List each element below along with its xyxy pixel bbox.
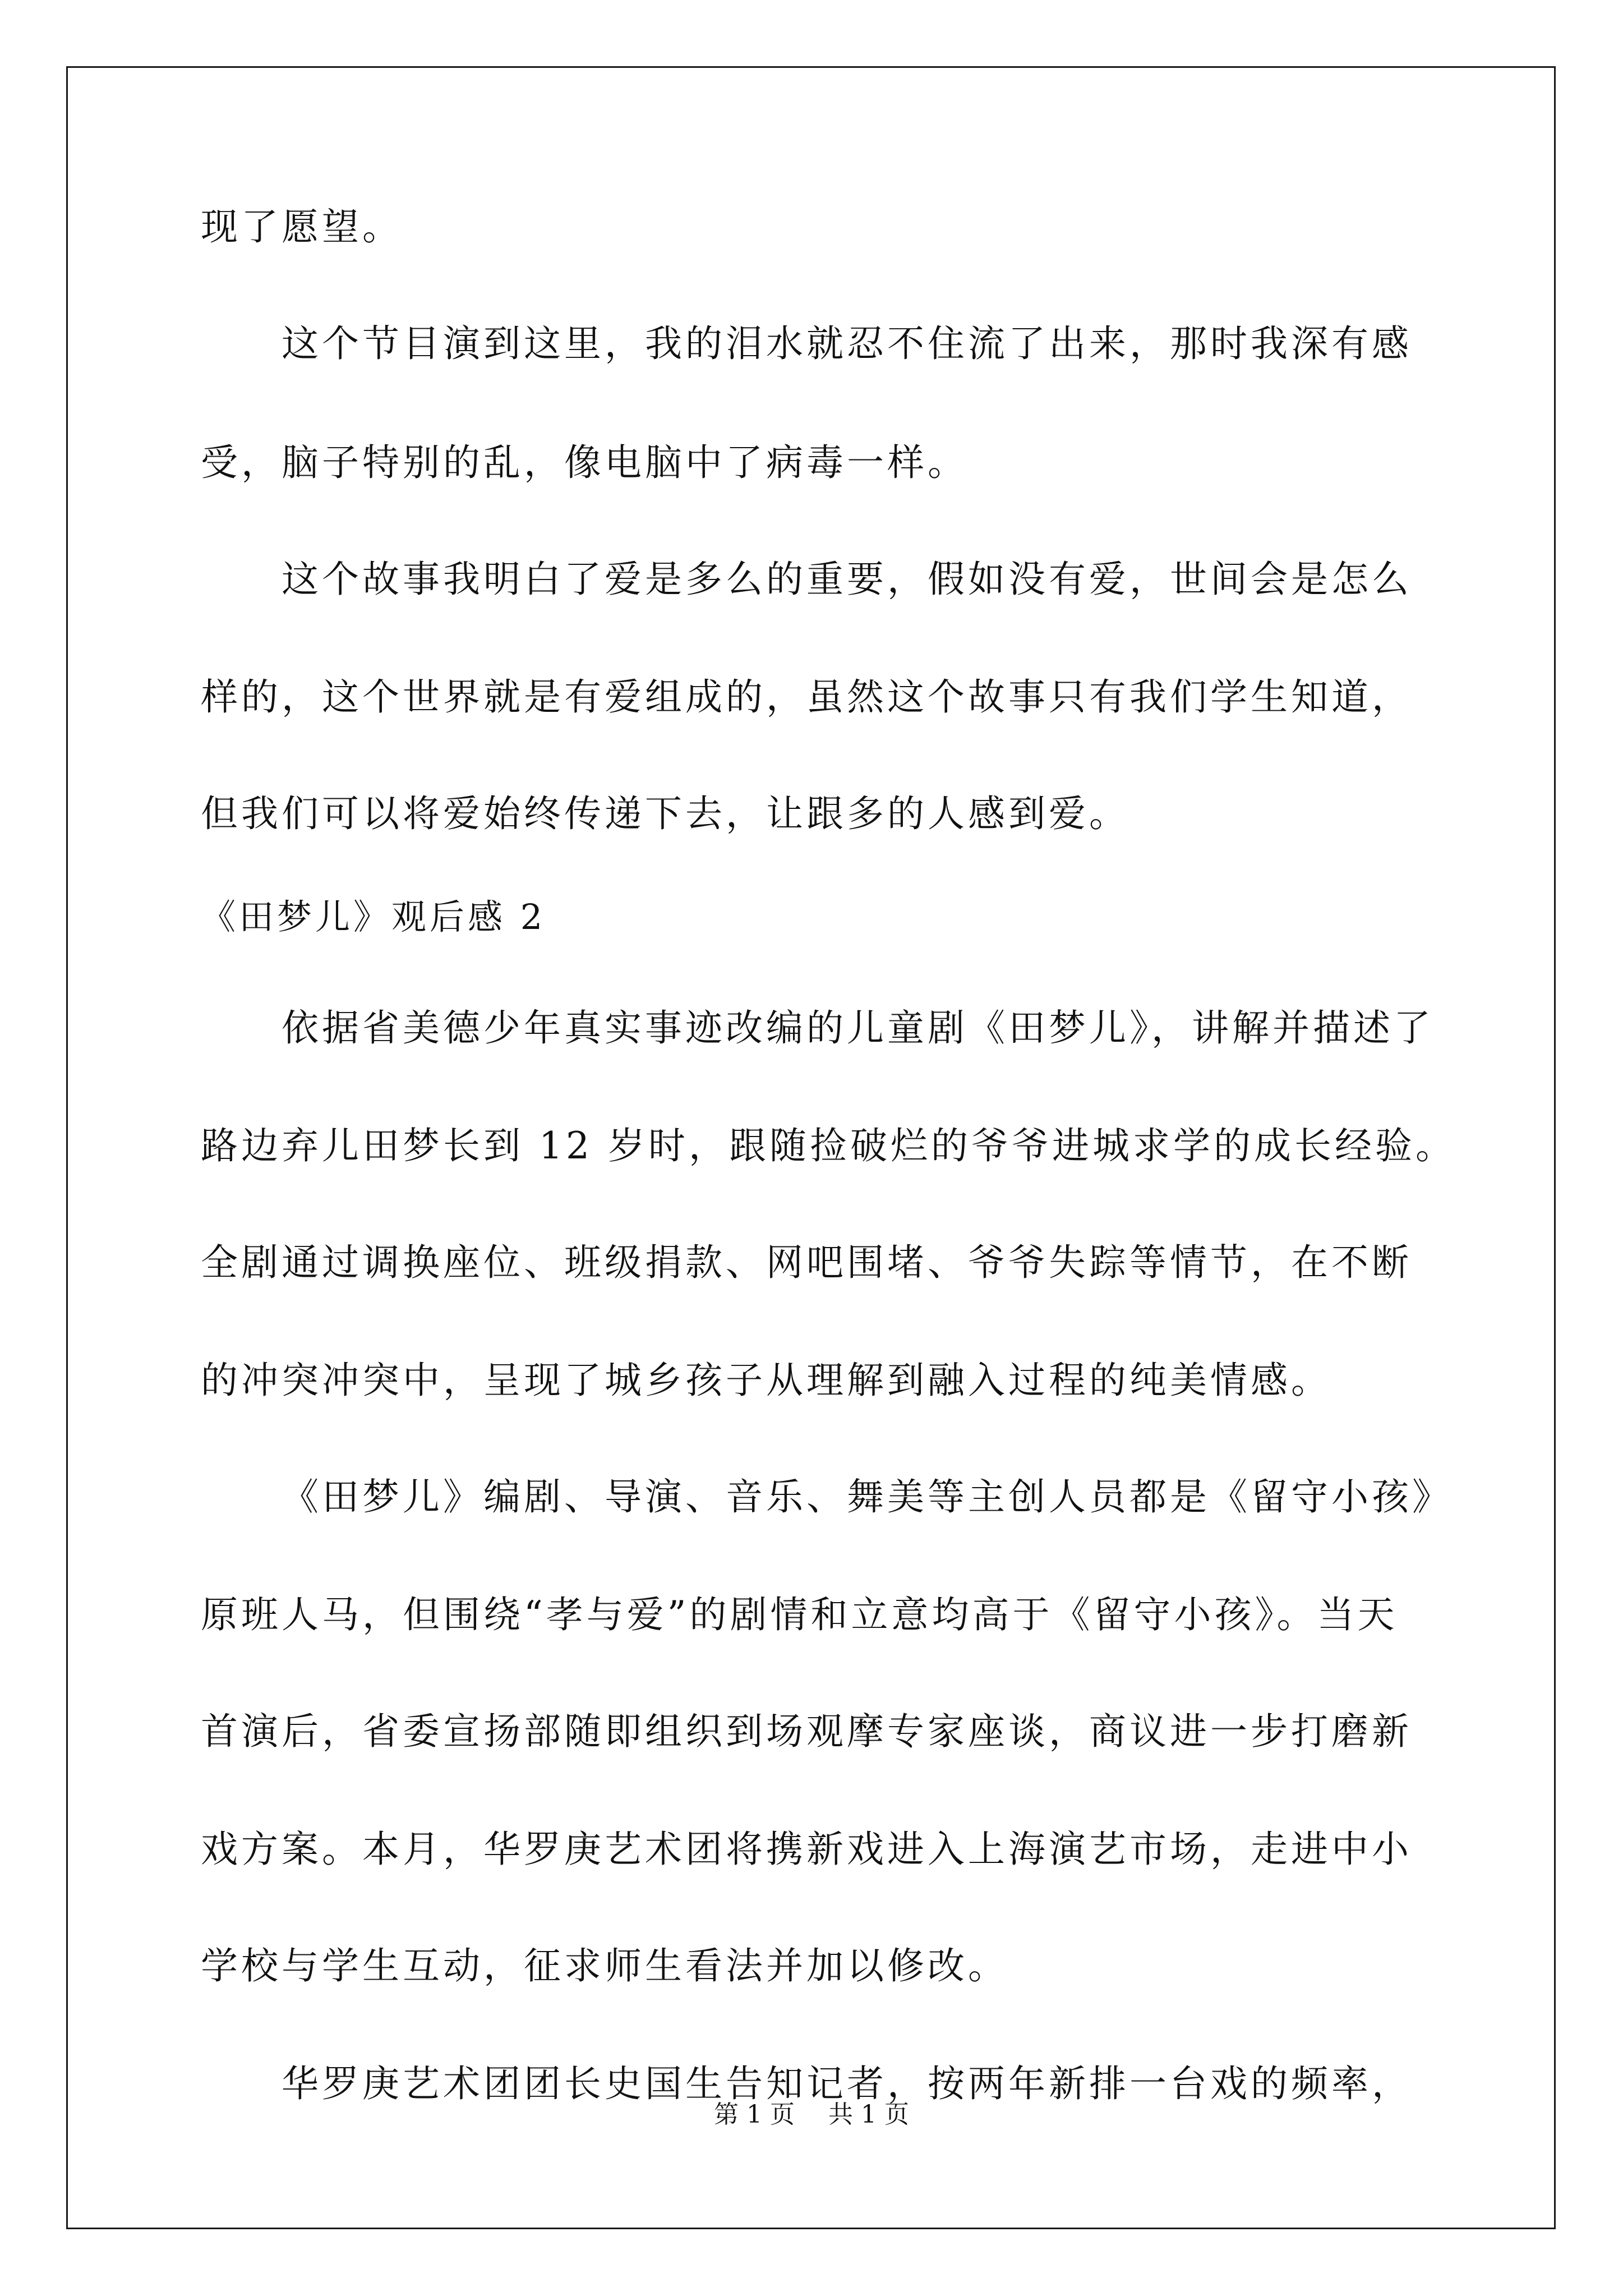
text-line: 现了愿望。 [201,205,403,249]
paragraph-start: 依据省美德少年真实事迹改编的儿童剧《田梦儿》，讲解并描述了 [282,1006,1434,1050]
paragraph-start: 华罗庚艺术团团长史国生告知记者，按两年新排一台戏的频率， [282,2062,1412,2105]
paragraph-start: 这个节目演到这里，我的泪水就忍不住流了出来，那时我深有感 [282,322,1412,365]
text-line: 戏方案。本月，华罗庚艺术团将携新戏进入上海演艺市场，走进中小 [201,1828,1412,1871]
text-line: 的冲突冲突中，呈现了城乡孩子从理解到融入过程的纯美情感。 [201,1359,1331,1402]
text-line: 首演后，省委宣扬部随即组织到场观摩专家座谈，商议进一步打磨新 [201,1710,1412,1753]
text-line: 样的，这个世界就是有爱组成的，虽然这个故事只有我们学生知道， [201,675,1412,719]
paragraph-start: 《田梦儿》编剧、导演、音乐、舞美等主创人员都是《留守小孩》 [282,1475,1453,1519]
paragraph-start: 这个故事我明白了爱是多么的重要，假如没有爱，世间会是怎么 [282,558,1412,601]
text-line: 学校与学生互动，征求师生看法并加以修改。 [201,1944,1008,1987]
text-line: 受，脑子特别的乱，像电脑中了病毒一样。 [201,441,968,484]
page-number: 第 1 页 [714,2100,795,2129]
page-total: 共 1 页 [828,2100,909,2129]
text-line: 路边弃儿田梦长到 12 岁时，跟随捡破烂的爷爷进城求学的成长经验。 [201,1124,1456,1167]
text-line: 原班人马，但围绕“孝与爱”的剧情和立意均高于《留守小孩》。当天 [201,1593,1398,1636]
section-heading: 《田梦儿》观后感 2 [201,896,546,937]
text-line: 但我们可以将爱始终传递下去，让跟多的人感到爱。 [201,792,1129,835]
page-footer [0,2102,1623,2127]
text-line: 全剧通过调换座位、班级捐款、网吧围堵、爷爷失踪等情节，在不断 [201,1241,1412,1284]
